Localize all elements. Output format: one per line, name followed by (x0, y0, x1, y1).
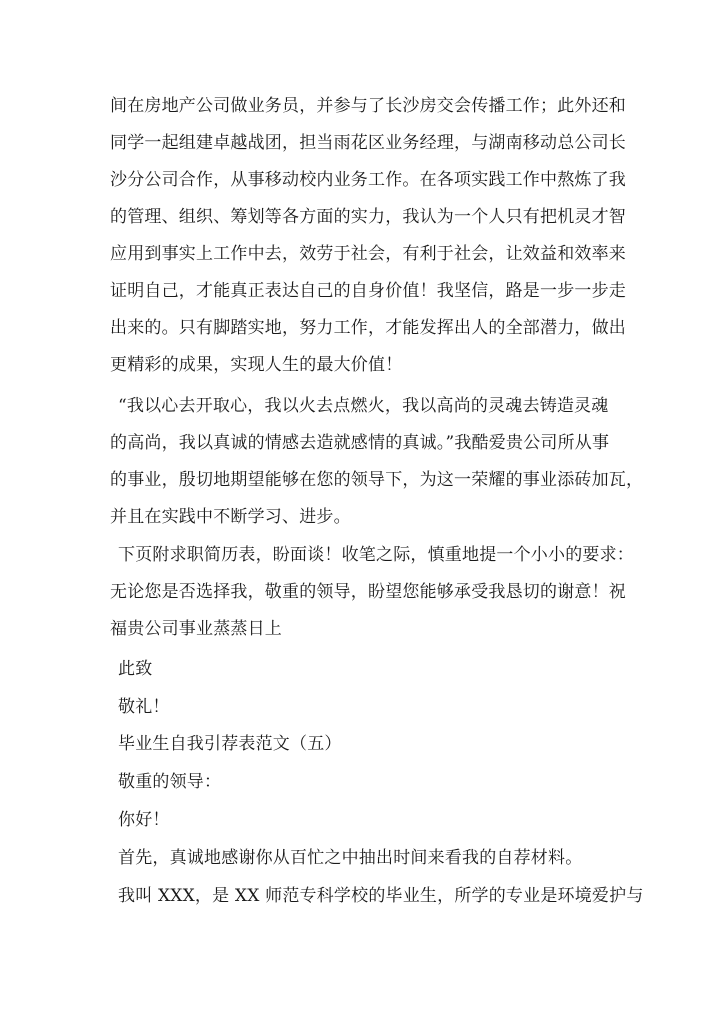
text-line: 首先，真诚地感谢你从百忙之中抽出时间来看我的自荐材料。 (118, 848, 583, 868)
closing-line: 敬礼！ (118, 697, 170, 717)
text-line: 福贵公司事业蒸蒸日上 (110, 619, 282, 639)
text-line: 应用到事实上工作中去，效劳于社会，有利于社会，让效益和效率来 (110, 244, 626, 264)
text-line: 我叫 XXX，是 XX 师范专科学校的毕业生，所学的专业是环境爱护与 (118, 886, 644, 906)
text-line: 无论您是否选择我，敬重的领导，盼望您能够承受我恳切的谢意！祝 (110, 582, 626, 602)
text-line: 的高尚，我以真诚的情感去造就感情的真诚。”我酷爱贵公司所从事 (110, 433, 610, 453)
text-line: 出来的。只有脚踏实地，努力工作，才能发挥出人的全部潜力，做出 (110, 318, 626, 338)
text-line: 并且在实践中不断学习、进步。 (110, 507, 351, 527)
closing-line: 此致 (118, 659, 153, 679)
text-line: 的管理、组织、筹划等各方面的实力，我认为一个人只有把机灵才智 (110, 207, 626, 227)
text-line: 沙分公司合作，从事移动校内业务工作。在各项实践工作中熬炼了我 (110, 170, 626, 190)
text-line: 同学一起组建卓越战团，担当雨花区业务经理，与湖南移动总公司长 (110, 133, 626, 153)
section-title: 毕业生自我引荐表范文（五） (118, 734, 342, 754)
text-line: “我以心去开取心，我以火去点燃火，我以高尚的灵魂去铸造灵魂 (118, 396, 609, 416)
text-line: 间在房地产公司做业务员，并参与了长沙房交会传播工作；此外还和 (110, 96, 626, 116)
text-line: 的事业，殷切地期望能够在您的领导下，为这一荣耀的事业添砖加瓦， (110, 470, 644, 490)
greeting: 你好！ (118, 810, 170, 830)
salutation: 敬重的领导： (118, 772, 222, 792)
text-line: 证明自己，才能真正表达自己的自身价值！我坚信，路是一步一步走 (110, 281, 626, 301)
text-line: 下页附求职简历表，盼面谈！收笔之际，慎重地提一个小小的要求： (118, 545, 634, 565)
text-line: 更精彩的成果，实现人生的最大价值！ (110, 355, 403, 375)
